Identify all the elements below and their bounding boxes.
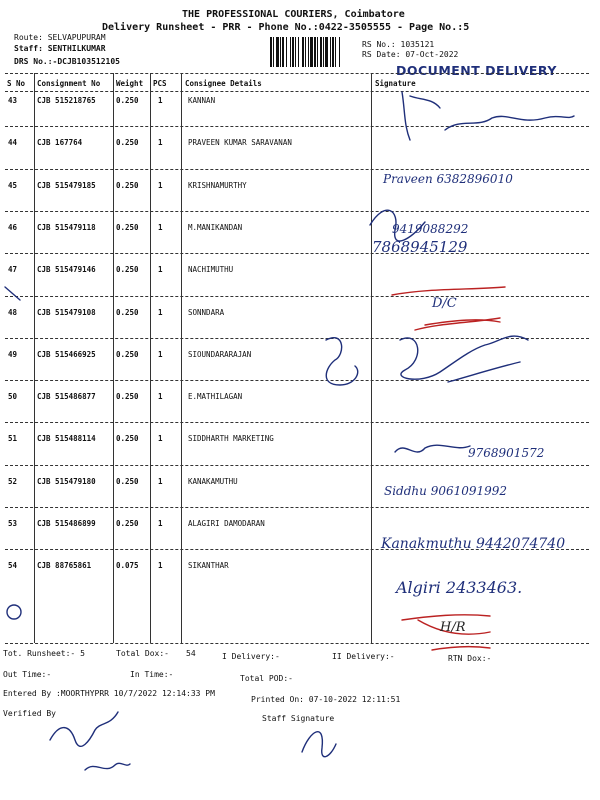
rs-date: RS Date: 07-Oct-2022 xyxy=(362,50,459,59)
row-divider xyxy=(5,338,589,339)
col-header-sno: S No xyxy=(7,79,26,88)
row-consignment-no: CJB 515479180 xyxy=(37,476,96,486)
row-pcs: 1 xyxy=(158,180,163,190)
document-delivery-stamp: DOCUMENT DELIVERY xyxy=(396,63,557,78)
row-consignment-no: CJB 515488114 xyxy=(37,434,96,444)
header-top-rule xyxy=(5,73,589,74)
company-name: THE PROFESSIONAL COURIERS, Coimbatore xyxy=(182,9,405,20)
runsheet-title: Delivery Runsheet - PRR - Phone No.:0422-3505555 - Page No.:5 xyxy=(102,22,470,33)
row-consignment-no: CJB 515479185 xyxy=(37,180,96,190)
handwritten-hr-row54: H/R xyxy=(440,620,466,635)
out-time: Out Time:- xyxy=(3,670,52,679)
handwritten-phone-row50: 9768901572 xyxy=(468,446,545,460)
col-divider xyxy=(34,73,35,643)
row-consignment-no: CJB 167764 xyxy=(37,138,83,148)
row-pcs: 1 xyxy=(158,434,163,444)
row-divider xyxy=(5,211,589,212)
row-weight: 0.250 xyxy=(116,519,139,528)
row-pcs: 1 xyxy=(158,519,163,528)
row-weight: 0.250 xyxy=(116,222,139,232)
handwritten-phone-row54: Algiri 2433463. xyxy=(396,578,523,597)
handwritten-phone-row46a: 9419088292 xyxy=(392,222,469,236)
col-divider xyxy=(181,73,182,643)
row-consignment-no: CJB 515486877 xyxy=(37,392,96,402)
row-sno: 51 xyxy=(8,434,18,444)
handwritten-phone-row44: Praveen 6382896010 xyxy=(383,172,513,186)
row-weight: 0.075 xyxy=(116,561,139,571)
row-consignee-name: KRISHNAMURTHY xyxy=(188,180,247,190)
row-consignment-no: CJB 515486899 xyxy=(37,519,96,528)
row-sno: 48 xyxy=(8,307,18,317)
in-time: In Time:- xyxy=(130,670,174,679)
col-divider xyxy=(371,73,372,643)
row-consignee-name: SONNDARA xyxy=(188,307,225,317)
row-consignment-no: CJB 515218765 xyxy=(37,96,96,105)
row-consignee-name: KANAKAMUTHU xyxy=(188,476,238,486)
col-header-pcs: PCS xyxy=(153,79,167,88)
row-weight: 0.250 xyxy=(116,180,139,190)
handwritten-phone-row51: Siddhu 9061091992 xyxy=(384,484,508,498)
row-pcs: 1 xyxy=(158,96,163,105)
row-pcs: 1 xyxy=(158,561,163,571)
row-pcs: 1 xyxy=(158,222,163,232)
row-sno: 46 xyxy=(8,222,18,232)
row-divider xyxy=(5,380,589,381)
row-sno: 50 xyxy=(8,392,18,402)
row-weight: 0.250 xyxy=(116,476,139,486)
route-label: Route: SELVAPUPURAM xyxy=(14,33,106,42)
row-weight: 0.250 xyxy=(116,265,139,275)
drs-number: DRS No.:-DCJB103512105 xyxy=(14,57,120,66)
col-header-consignment: Consignment No xyxy=(37,79,101,88)
row-consignee-name: NACHIMUTHU xyxy=(188,265,234,275)
tot-runsheet: Tot. Runsheet:- 5 xyxy=(3,649,85,658)
row-sno: 47 xyxy=(8,265,18,275)
row-pcs: 1 xyxy=(158,476,163,486)
col-header-signature: Signature xyxy=(375,79,416,88)
row-consignment-no: CJB 515479146 xyxy=(37,265,96,275)
rtn-dox: RTN Dox:- xyxy=(448,654,492,663)
row-sno: 44 xyxy=(8,138,18,148)
row-sno: 54 xyxy=(8,561,18,571)
row-consignee-name: E.MATHILAGAN xyxy=(188,392,243,402)
row-consignment-no: CJB 515466925 xyxy=(37,349,96,359)
total-dox-label: Total Dox:- xyxy=(116,649,169,658)
total-dox-value: 54 xyxy=(186,649,196,658)
staff-signature: Staff Signature xyxy=(262,714,335,723)
row-divider xyxy=(5,296,589,297)
row-weight: 0.250 xyxy=(116,349,139,359)
ii-delivery: II Delivery:- xyxy=(332,652,395,661)
handwritten-dc-row47: D/C xyxy=(432,296,457,311)
row-weight: 0.250 xyxy=(116,307,139,317)
i-delivery: I Delivery:- xyxy=(222,652,280,661)
row-divider xyxy=(5,507,589,508)
handwritten-phone-row46b: 7868945129 xyxy=(372,238,468,256)
col-header-weight: Weight xyxy=(116,79,144,88)
row-consignment-no: CJB 88765861 xyxy=(37,561,92,571)
total-pod: Total POD:- xyxy=(240,674,293,683)
header-bottom-rule xyxy=(5,91,589,92)
row-sno: 52 xyxy=(8,476,18,486)
row-pcs: 1 xyxy=(158,392,163,402)
row-consignment-no: CJB 515479108 xyxy=(37,307,96,317)
row-pcs: 1 xyxy=(158,138,163,148)
row-consignee-name: SIKANTHAR xyxy=(188,561,229,571)
barcode-image xyxy=(270,37,357,67)
verified-by: Verified By xyxy=(3,709,56,718)
row-consignee-name: KANNAN xyxy=(188,96,216,105)
row-weight: 0.250 xyxy=(116,138,139,148)
col-header-consignee: Consignee Details xyxy=(185,79,262,88)
row-consignee-name: ALAGIRI DAMODARAN xyxy=(188,519,265,528)
handwritten-phone-row53: Kanakmuthu 9442074740 xyxy=(381,536,566,552)
row-pcs: 1 xyxy=(158,349,163,359)
row-pcs: 1 xyxy=(158,265,163,275)
row-consignee-name: M.MANIKANDAN xyxy=(188,222,243,232)
row-divider xyxy=(5,465,589,466)
row-sno: 49 xyxy=(8,349,18,359)
rs-number: RS No.: 1035121 xyxy=(362,40,435,49)
row-consignment-no: CJB 515479118 xyxy=(37,222,96,232)
row-pcs: 1 xyxy=(158,307,163,317)
row-consignee-name: SIOUNDARARAJAN xyxy=(188,349,252,359)
row-sno: 53 xyxy=(8,519,18,528)
printed-on: Printed On: 07-10-2022 12:11:51 xyxy=(251,695,401,704)
row-weight: 0.250 xyxy=(116,96,139,105)
row-sno: 45 xyxy=(8,180,18,190)
col-divider xyxy=(113,73,114,643)
row-weight: 0.250 xyxy=(116,392,139,402)
row-divider xyxy=(5,126,589,127)
footer-top-rule xyxy=(5,643,589,644)
row-weight: 0.250 xyxy=(116,434,139,444)
row-divider xyxy=(5,422,589,423)
col-divider xyxy=(150,73,151,643)
staff-label: Staff: SENTHILKUMAR xyxy=(14,44,106,53)
entered-by: Entered By :MOORTHYPRR 10/7/2022 12:14:33 PM xyxy=(3,689,215,698)
row-divider xyxy=(5,169,589,170)
row-divider xyxy=(5,253,589,254)
row-consignee-name: PRAVEEN KUMAR SARAVANAN xyxy=(188,138,292,148)
row-consignee-name: SIDDHARTH MARKETING xyxy=(188,434,274,444)
row-sno: 43 xyxy=(8,96,18,105)
